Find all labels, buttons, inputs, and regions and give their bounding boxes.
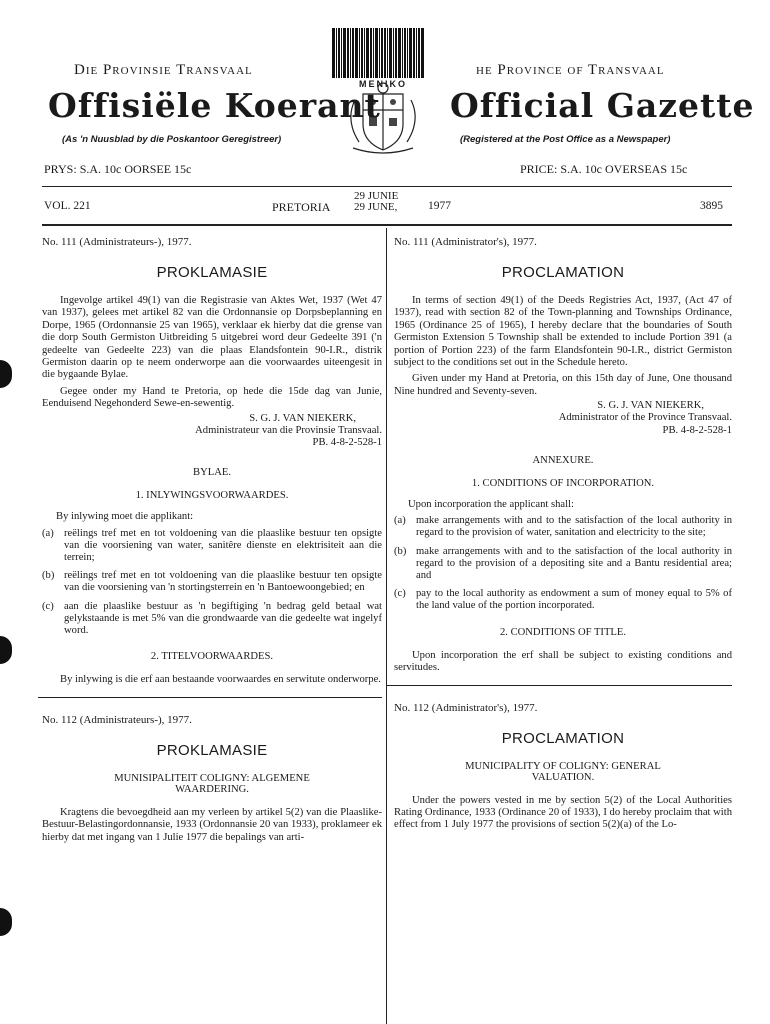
masthead-af-small: Die Provinsie Transvaal [74,62,253,78]
date-en: 29 JUNE, [354,201,398,213]
masthead-af-subtitle: (As 'n Nuusblad by die Poskantoor Geregistreer) [62,134,282,145]
signature-ref: PB. 4-8-2-528-1 [662,424,732,436]
barcode-label: MENIKO [334,79,432,89]
date-af: 29 JUNIE [354,190,399,202]
annex-section-2-text: By inlywing is die erf aan bestaande voorwaardes en serwitute onderworpe. [60,674,381,686]
annex-item [42,570,382,594]
annex-intro: Upon incorporation the applicant shall: [408,498,574,510]
annex-item-text: make arrangements with and to the satisfaction of the local authority in regard to the provision of water, sanitation and electricity to the site; [416,515,732,539]
proclamation-number: No. 111 (Administrator's), 1977. [394,236,537,248]
signature-title: Administrator of the Province Transvaal. [558,412,732,424]
annex-item-text: make arrangements with and to the satisfaction of the local authority in regard to the provision of a depositing site and a Bantu residential area; and [416,545,732,582]
price-af: PRYS: S.A. 10c OORSEE 15c [44,162,192,176]
year: 1977 [428,200,451,212]
proclamation-title: PROCLAMATION [501,264,625,281]
binder-hole-mark [0,360,12,388]
volume: VOL. 221 [44,200,91,212]
annex-intro: By inlywing moet die applikant: [56,511,194,523]
price-en: PRICE: S.A. 10c OVERSEAS 15c [520,162,688,176]
annex-section-2: 2. TITELVOORWAARDES. [150,651,274,663]
proclamation-body: Under the powers vested in me by section 5(2) of the Local Authorities Rating Ordinance, 1933 (Ordinance 20 of 1933), I do hereby proclaim that with effect from 1 July 1977 the provisions of section 5(2)(a) of the Lo- [394,794,732,831]
annex-section-1: 1. INLYWINGSVOORWAARDES. [135,490,289,502]
annex-item [42,528,382,565]
annex-item-label: (c) [394,588,406,600]
annex-item-text: aan die plaaslike bestuur as 'n begiftiging 'n bedrag geld betaal wat gelykstaande is met 5% van die grondwaarde van die gedeelte wat ingelyf word. [64,600,382,637]
proclamation-body: In terms of section 49(1) of the Deeds Registries Act, 1937, (Act 47 of 1937), read with section 82 of the Town-planning and Townships Ordinance, 1965 (Ordinance 25 of 1965), I hereby declare that the boundaries of South Germiston Extension 5 Township shall be extended to include Portion 391 (a portion of Portion 223) of the farm Elandsfontein 90-I.R., district Germiston subject to the conditions set out in the Schedule hereto. [394,295,732,369]
column-afrikaans [42,236,382,844]
proclamation-body: Kragtens die bevoegdheid aan my verleen by artikel 5(2) van die Plaaslike-Bestuur-Belastingordonnansie, 1933 (Ordonnansie 20 van 1933), proklameer ek hierby dat met ingang van 1 Julie 1977 die bepalings van arti- [42,806,382,843]
annex-item [42,601,382,638]
barcode [332,28,434,78]
masthead-rule-top [42,186,732,187]
section-separator [386,685,732,686]
annex-section-2: 2. CONDITIONS OF TITLE. [499,626,627,638]
annex-item-label: (b) [394,545,407,557]
signature-name: S. G. J. VAN NIEKERK, [597,400,704,412]
column-english [394,236,732,832]
column-divider [386,228,387,1024]
annex-title: ANNEXURE. [532,454,594,466]
signature-title: Administrateur van die Provinsie Transvaal. [195,424,382,436]
proclamation-title: PROCLAMATION [501,729,625,747]
proclamation-given: Gegee onder my Hand te Pretoria, op hede die 15de dag van Junie, Eenduisend Negehonderd Sewe-en-sewentig. [42,385,382,410]
masthead-af-title: Offisiële Koerant [48,86,381,125]
proclamation-given: Given under my Hand at Pretoria, on this 15th day of June, One thousand Nine hundred and Seventy-seven. [394,373,732,397]
proclamation-title: PROKLAMASIE [156,741,268,759]
masthead-en-subtitle: (Registered at the Post Office as a Newspaper) [460,134,671,145]
annex-section-1: 1. CONDITIONS OF INCORPORATION. [471,477,655,489]
annex-item-text: reëlings tref met en tot voldoening van die plaaslike bestuur ten opsigte van die voorsiening van 'n stortingsterrein en 'n Bantoewoongebied; en [64,570,382,594]
proclamation-title: PROKLAMASIE [156,264,268,281]
proclamation-subtitle: MUNICIPALITY OF COLIGNY: GENERAL VALUATION. [465,760,661,783]
annex-title: BYLAE. [193,467,231,479]
annex-section-2-text: Upon incorporation the erf shall be subject to existing conditions and servitudes. [394,649,732,674]
issue-date [354,191,398,213]
masthead-en-small: he Province of Transvaal [476,62,665,78]
signature-ref: PB. 4-8-2-528-1 [312,437,382,449]
proclamation-number: No. 112 (Administrateurs-), 1977. [42,713,192,726]
place: PRETORIA [272,200,331,214]
annex-item-text: reëlings tref met en tot voldoening van die plaaslike bestuur ten opsigte van die voorsiening van water, sanitêre dienste en elektrisiteit aan die terrein; [64,527,382,564]
annex-item-label: (c) [42,600,54,612]
annex-item [394,588,732,612]
proclamation-body: Ingevolge artikel 49(1) van die Registrasie van Aktes Wet, 1937 (Wet 47 van 1937), gelees met artikel 82 van die Ordonnansie op Dorpsbeplanning en Dorpe, 1965 (Ordonnansie 25 van 1965), verklaar ek hierby dat die grense van die dorp South Germiston Uitbreiding 5 uitgebrei word deur Gedeelte 391 ('n gedeelte van Gedeelte 223) van die plaas Elandsfontein 90-I.R., distrik Germiston daarin op te neem onderworpe aan die voorwaardes uiteengesit in die bygaande Bylae. [42,295,382,381]
issue-number: 3895 [700,200,723,212]
proclamation-subtitle: MUNISIPALITEIT COLIGNY: ALGEMENE WAARDERING. [114,772,310,795]
annex-item [394,515,732,539]
proclamation-number: No. 112 (Administrator's), 1977. [394,701,538,714]
masthead-en-title: Official Gazette [450,86,755,125]
masthead-rule-bottom [42,224,732,226]
signature-name: S. G. J. VAN NIEKERK, [249,412,356,424]
annex-item-text: pay to the local authority as endowment a sum of money equal to 5% of the land value of the portion incorporated. [416,588,732,612]
binder-hole-mark [0,908,12,936]
binder-hole-mark [0,636,12,664]
section-separator [38,697,382,698]
annex-item-label: (a) [42,527,54,539]
annex-item-label: (b) [42,570,55,582]
annex-item [394,546,732,583]
proclamation-number: No. 111 (Administrateurs-), 1977. [42,236,192,248]
annex-item-label: (a) [394,515,406,527]
